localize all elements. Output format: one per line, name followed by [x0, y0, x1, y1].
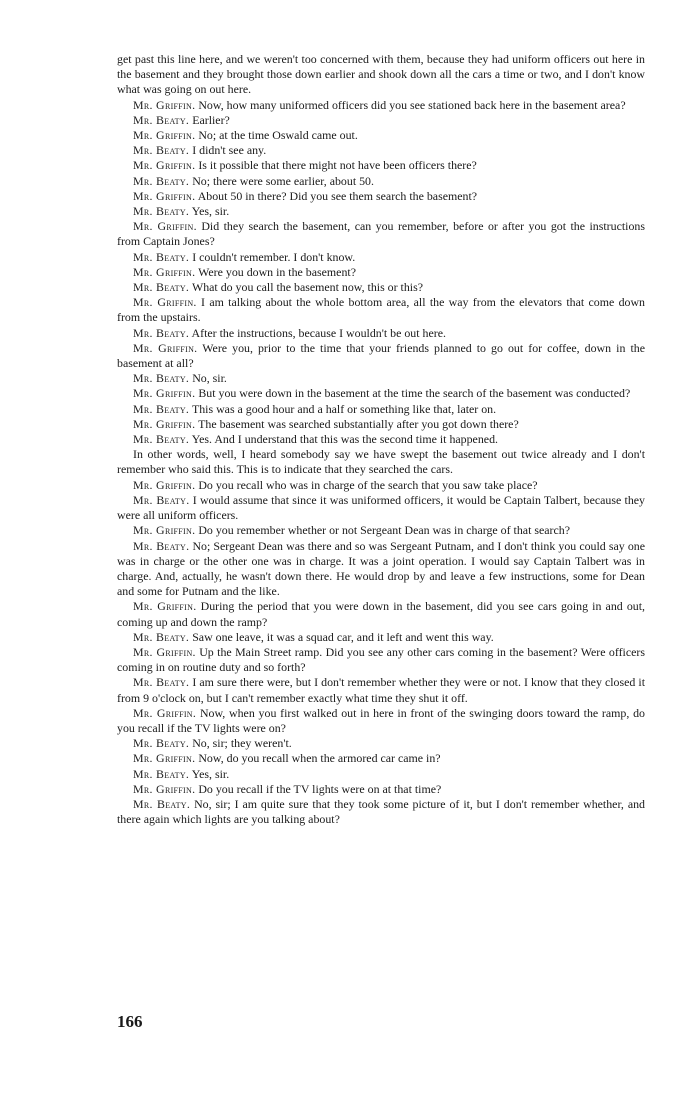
speaker-name: Mr. Griffin.	[133, 781, 196, 796]
testimony-paragraph	[117, 341, 645, 371]
statement-text: Do you remember whether or not Sergeant Dean was in charge of that search?	[198, 523, 571, 538]
speaker-name: Mr. Beaty.	[133, 538, 190, 553]
speaker-name: Mr. Beaty.	[133, 112, 190, 127]
statement-text: This was a good hour and a half or something like that, later on.	[191, 401, 497, 416]
statement-text: Yes, sir.	[191, 204, 230, 219]
speaker-name: Mr. Beaty.	[133, 143, 190, 158]
testimony-paragraph	[117, 432, 645, 447]
statement-text: Yes, sir.	[191, 766, 230, 781]
testimony-paragraph	[117, 630, 645, 645]
statement-text: Now, do you recall when the armored car came in?	[198, 751, 441, 766]
statement-text: I am sure there were, but I don't remember whether they were or not. I know that they closed it from 9 o'clock on, but I can't remember exactly what time they shut it off.	[117, 675, 645, 705]
statement-text: Do you recall who was in charge of the search that you saw take place?	[198, 477, 538, 492]
testimony-paragraph	[117, 539, 645, 600]
statement-text: But you were down in the basement at the time the search of the basement was conducted?	[198, 386, 631, 401]
statement-text: I didn't see any.	[192, 143, 267, 158]
testimony-paragraph	[117, 174, 645, 189]
speaker-name: Mr. Beaty.	[133, 204, 190, 219]
statement-text: After the instructions, because I wouldn't be out here.	[191, 325, 446, 340]
speaker-name: Mr. Beaty.	[133, 492, 190, 507]
speaker-name: Mr. Beaty.	[133, 401, 190, 416]
statement-text: Now, how many uniformed officers did you see stationed back here in the basement area?	[198, 97, 626, 112]
testimony-paragraph	[117, 645, 645, 675]
statement-text: Yes. And I understand that this was the second time it happened.	[191, 432, 498, 447]
testimony-paragraph	[117, 219, 645, 249]
testimony-paragraph	[117, 706, 645, 736]
testimony-paragraph	[117, 265, 645, 280]
statement-text: In other words, well, I heard somebody say we have swept the basement out twice already and I don't remember who said this. This is to indicate that they searched the cars.	[117, 447, 645, 477]
speaker-name: Mr. Griffin.	[133, 386, 196, 401]
testimony-paragraph	[117, 523, 645, 538]
speaker-name: Mr. Griffin.	[133, 219, 197, 234]
testimony-paragraph	[117, 326, 645, 341]
testimony-paragraph	[117, 751, 645, 766]
statement-text: I would assume that since it was uniformed officers, it would be Captain Talbert, because they were all uniform officers.	[117, 492, 645, 523]
speaker-name: Mr. Griffin.	[133, 644, 196, 659]
statement-text: Do you recall if the TV lights were on at that time?	[198, 781, 442, 796]
statement-text: The basement was searched substantially after you got down there?	[198, 416, 519, 431]
testimony-paragraph	[117, 386, 645, 401]
statement-text: Saw one leave, it was a squad car, and it left and went this way.	[192, 629, 494, 644]
speaker-name: Mr. Beaty.	[133, 432, 190, 447]
statement-text: About 50 in there? Did you see them search the basement?	[197, 188, 478, 203]
testimony-paragraph	[117, 447, 645, 477]
testimony-paragraph	[117, 736, 645, 751]
speaker-name: Mr. Griffin.	[133, 523, 196, 538]
speaker-name: Mr. Beaty.	[133, 736, 190, 751]
testimony-paragraph	[117, 478, 645, 493]
testimony-paragraph	[117, 371, 645, 386]
statement-text: No, sir.	[192, 371, 227, 386]
testimony-paragraph	[117, 402, 645, 417]
speaker-name: Mr. Beaty.	[133, 325, 190, 340]
statement-text: Now, when you first walked out in here in front of the swinging doors toward the ramp, do you recall if the TV lights were on?	[117, 705, 645, 735]
speaker-name: Mr. Beaty.	[133, 675, 190, 690]
statement-text: No, sir; I am quite sure that they took some picture of it, but I don't remember whether, and there again which lights are you talking about?	[117, 796, 645, 827]
testimony-paragraph	[117, 493, 645, 523]
speaker-name: Mr. Beaty.	[133, 629, 190, 644]
testimony-exchanges	[117, 98, 645, 828]
statement-text: During the period that you were down in the basement, did you see cars going in and out, coming up and down the ramp?	[117, 599, 645, 629]
statement-text: What do you call the basement now, this or this?	[191, 280, 424, 295]
testimony-paragraph	[117, 98, 645, 113]
testimony-paragraph	[117, 113, 645, 128]
speaker-name: Mr. Beaty.	[133, 796, 191, 811]
speaker-name: Mr. Griffin.	[133, 295, 197, 310]
speaker-name: Mr. Griffin.	[133, 705, 197, 720]
testimony-paragraph	[117, 158, 645, 173]
testimony-paragraph	[117, 675, 645, 705]
speaker-name: Mr. Griffin.	[133, 264, 196, 279]
speaker-name: Mr. Griffin.	[133, 416, 196, 431]
testimony-paragraph	[117, 128, 645, 143]
speaker-name: Mr. Beaty.	[133, 173, 190, 188]
testimony-paragraph	[117, 189, 645, 204]
statement-text: Were you down in the basement?	[198, 264, 356, 279]
statement-text: Earlier?	[192, 112, 230, 127]
testimony-paragraph	[117, 767, 645, 782]
statement-text: Up the Main Street ramp. Did you see any other cars coming in the basement? Were officers coming in on routine duty and so forth?	[117, 644, 645, 675]
speaker-name: Mr. Griffin.	[133, 158, 196, 173]
testimony-paragraph	[117, 599, 645, 629]
speaker-name: Mr. Griffin.	[133, 599, 197, 614]
testimony-paragraph	[117, 250, 645, 265]
testimony-paragraph	[117, 295, 645, 325]
testimony-paragraph	[117, 143, 645, 158]
speaker-name: Mr. Beaty.	[133, 249, 190, 264]
testimony-paragraph	[117, 782, 645, 797]
statement-text: Did they search the basement, can you remember, before or after you got the instructions from Captain Jones?	[117, 219, 645, 249]
speaker-name: Mr. Griffin.	[133, 477, 196, 492]
testimony-paragraph	[117, 417, 645, 432]
statement-text: Is it possible that there might not have been officers there?	[198, 158, 477, 173]
statement-text: I am talking about the whole bottom area, all the way from the elevators that come down from the upstairs.	[117, 295, 645, 325]
testimony-paragraph	[117, 204, 645, 219]
testimony-paragraph	[117, 797, 645, 827]
transcript-body	[117, 52, 645, 827]
statement-text: No; there were some earlier, about 50.	[192, 173, 374, 188]
speaker-name: Mr. Griffin.	[133, 188, 196, 203]
statement-text: No, sir; they weren't.	[192, 736, 292, 751]
speaker-name: Mr. Griffin.	[133, 128, 196, 143]
speaker-name: Mr. Griffin.	[133, 751, 196, 766]
statement-text: No; at the time Oswald came out.	[198, 128, 358, 143]
speaker-name: Mr. Beaty.	[133, 766, 190, 781]
statement-text: I couldn't remember. I don't know.	[192, 249, 356, 264]
page-number: 166	[117, 1012, 143, 1031]
testimony-paragraph	[117, 280, 645, 295]
speaker-name: Mr. Griffin.	[133, 97, 196, 112]
opening-paragraph: get past this line here, and we weren't too concerned with them, because they had uniform officers out here in the basement and they brought those down earlier and shook down all the cars a time or two, and I don't know what was going on out here.	[117, 52, 645, 97]
speaker-name: Mr. Beaty.	[133, 371, 190, 386]
speaker-name: Mr. Griffin.	[133, 340, 198, 355]
speaker-name: Mr. Beaty.	[133, 280, 190, 295]
statement-text: No; Sergeant Dean was there and so was Sergeant Putnam, and I don't think you could say one was in charge or the other one was in charge. It was a joint operation. I would say Captain Talbert was in charge. And, actually, he wasn't down there. He would drop by and leave a few instructions, some for Dean and some for Putnam and the like.	[117, 538, 645, 599]
statement-text: Were you, prior to the time that your friends planned to go out for coffee, down in the basement at all?	[117, 340, 645, 371]
